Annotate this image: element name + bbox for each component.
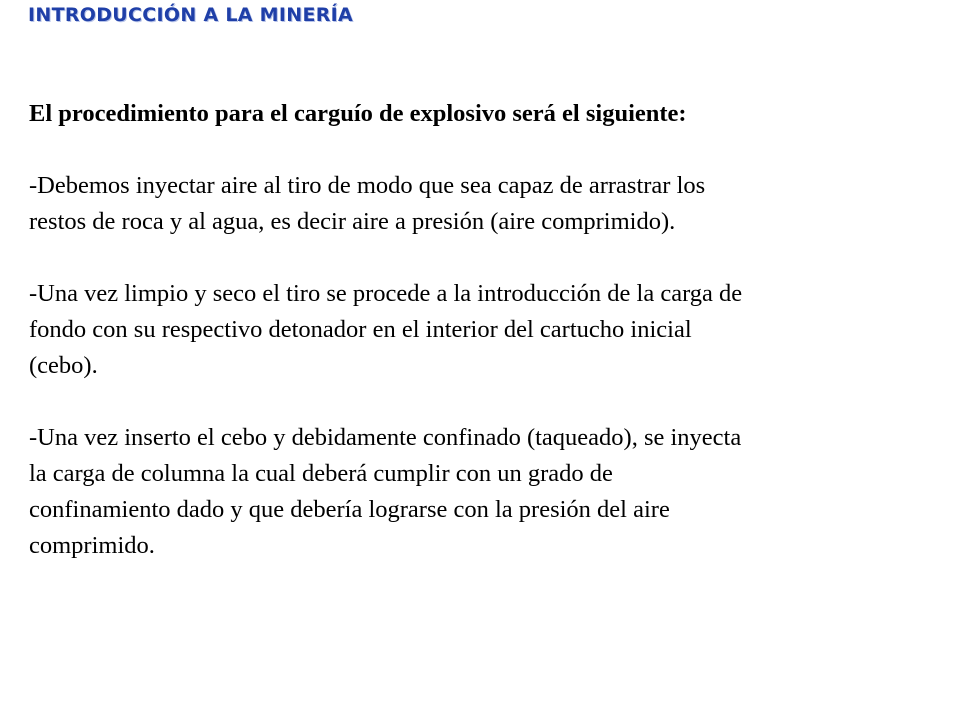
slide-content bbox=[29, 96, 959, 600]
content-heading: El procedimiento para el carguío de explosivo será el siguiente: bbox=[29, 100, 687, 127]
paragraph-line: restos de roca y al agua, es decir aire a presión (aire comprimido). bbox=[29, 208, 676, 235]
header-title: INTRODUCCIÓN A LA MINERÍA bbox=[28, 4, 354, 26]
paragraph-line: comprimido. bbox=[29, 532, 155, 559]
paragraph-line: la carga de columna la cual deberá cumplir con un grado de bbox=[29, 460, 613, 487]
paragraph-bottom-charge bbox=[29, 276, 959, 384]
paragraph-column-charge bbox=[29, 420, 959, 564]
paragraph-line: -Una vez inserto el cebo y debidamente confinado (taqueado), se inyecta bbox=[29, 424, 742, 451]
paragraph-line: fondo con su respectivo detonador en el interior del cartucho inicial bbox=[29, 316, 692, 343]
paragraph-line: -Debemos inyectar aire al tiro de modo que sea capaz de arrastrar los bbox=[29, 172, 706, 199]
paragraph-line: -Una vez limpio y seco el tiro se procede a la introducción de la carga de bbox=[29, 280, 743, 307]
paragraph-air-injection bbox=[29, 168, 959, 240]
paragraph-line: (cebo). bbox=[29, 352, 98, 379]
paragraph-line: confinamiento dado y que debería lograrse con la presión del aire bbox=[29, 496, 670, 523]
